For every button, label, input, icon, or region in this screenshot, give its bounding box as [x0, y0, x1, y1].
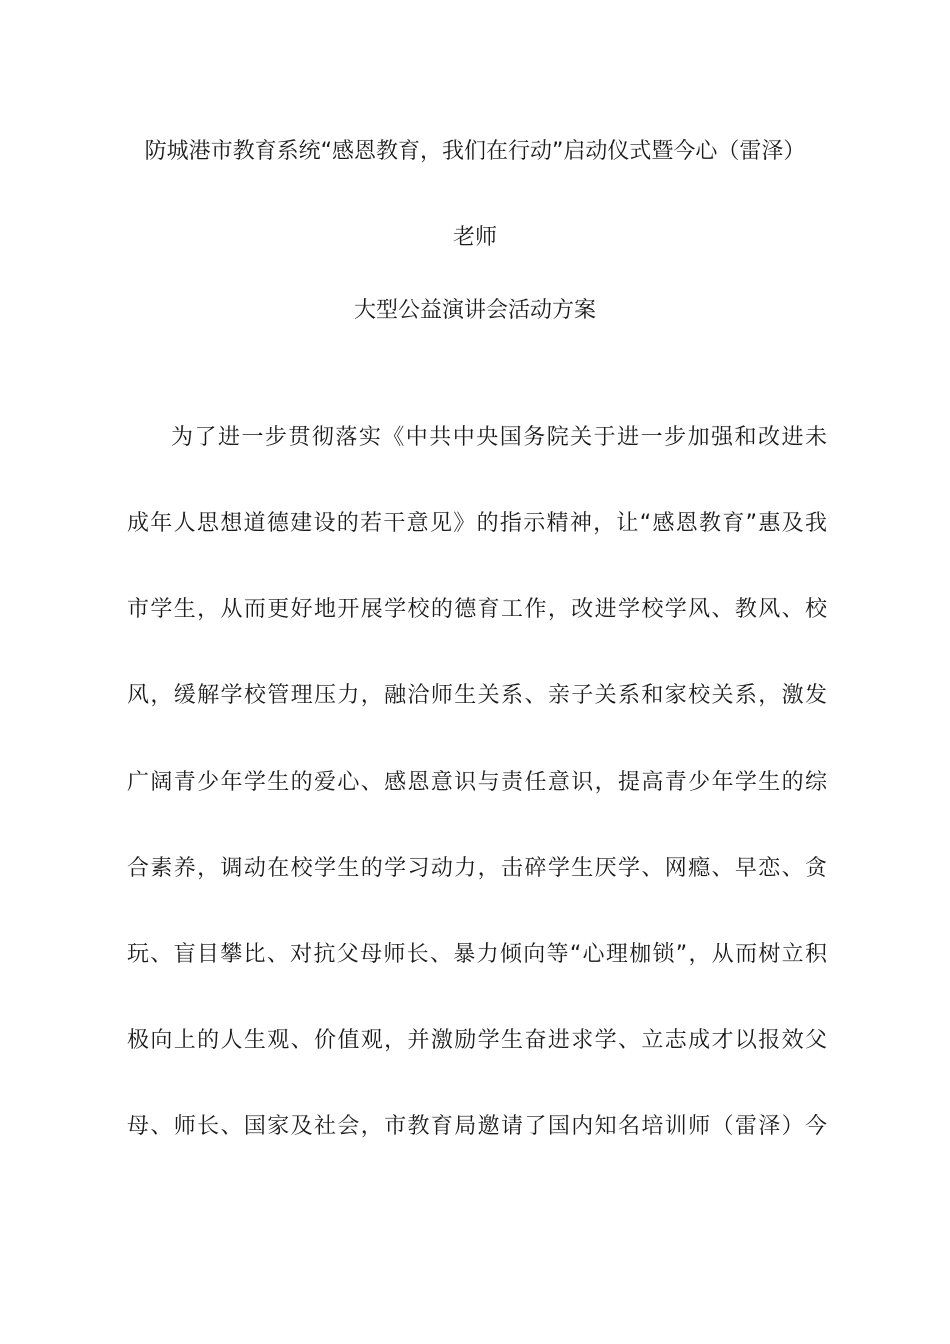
body-line-4: 风，缓解学校管理压力，融洽师生关系、亲子关系和家校关系，激发 — [127, 683, 827, 708]
body-line-2: 成年人思想道德建设的若干意见》的指示精神，让“感恩教育”惠及我 — [127, 511, 827, 536]
body-line-6: 合素养，调动在校学生的学习动力，击碎学生厌学、网瘾、早恋、贪 — [127, 856, 827, 881]
body-line-8: 极向上的人生观、价值观，并激励学生奋进求学、立志成才以报效父 — [127, 1028, 827, 1053]
body-line-9: 母、师长、国家及社会，市教育局邀请了国内知名培训师（雷泽）今 — [127, 1114, 827, 1139]
body-line-7: 玩、盲目攀比、对抗父母师长、暴力倾向等“心理枷锁”，从而树立积 — [127, 942, 827, 967]
title-line-1: 防城港市教育系统“感恩教育，我们在行动”启动仪式暨今心（雷泽） — [144, 139, 806, 164]
title-line-3: 大型公益演讲会活动方案 — [353, 298, 596, 323]
body-line-3: 市学生，从而更好地开展学校的德育工作，改进学校学风、教风、校 — [127, 597, 827, 622]
title-line-2: 老师 — [452, 225, 497, 250]
body-line-5: 广阔青少年学生的爱心、感恩意识与责任意识，提高青少年学生的综 — [127, 770, 827, 795]
body-line-1: 为了进一步贯彻落实《中共中央国务院关于进一步加强和改进未 — [171, 425, 827, 450]
